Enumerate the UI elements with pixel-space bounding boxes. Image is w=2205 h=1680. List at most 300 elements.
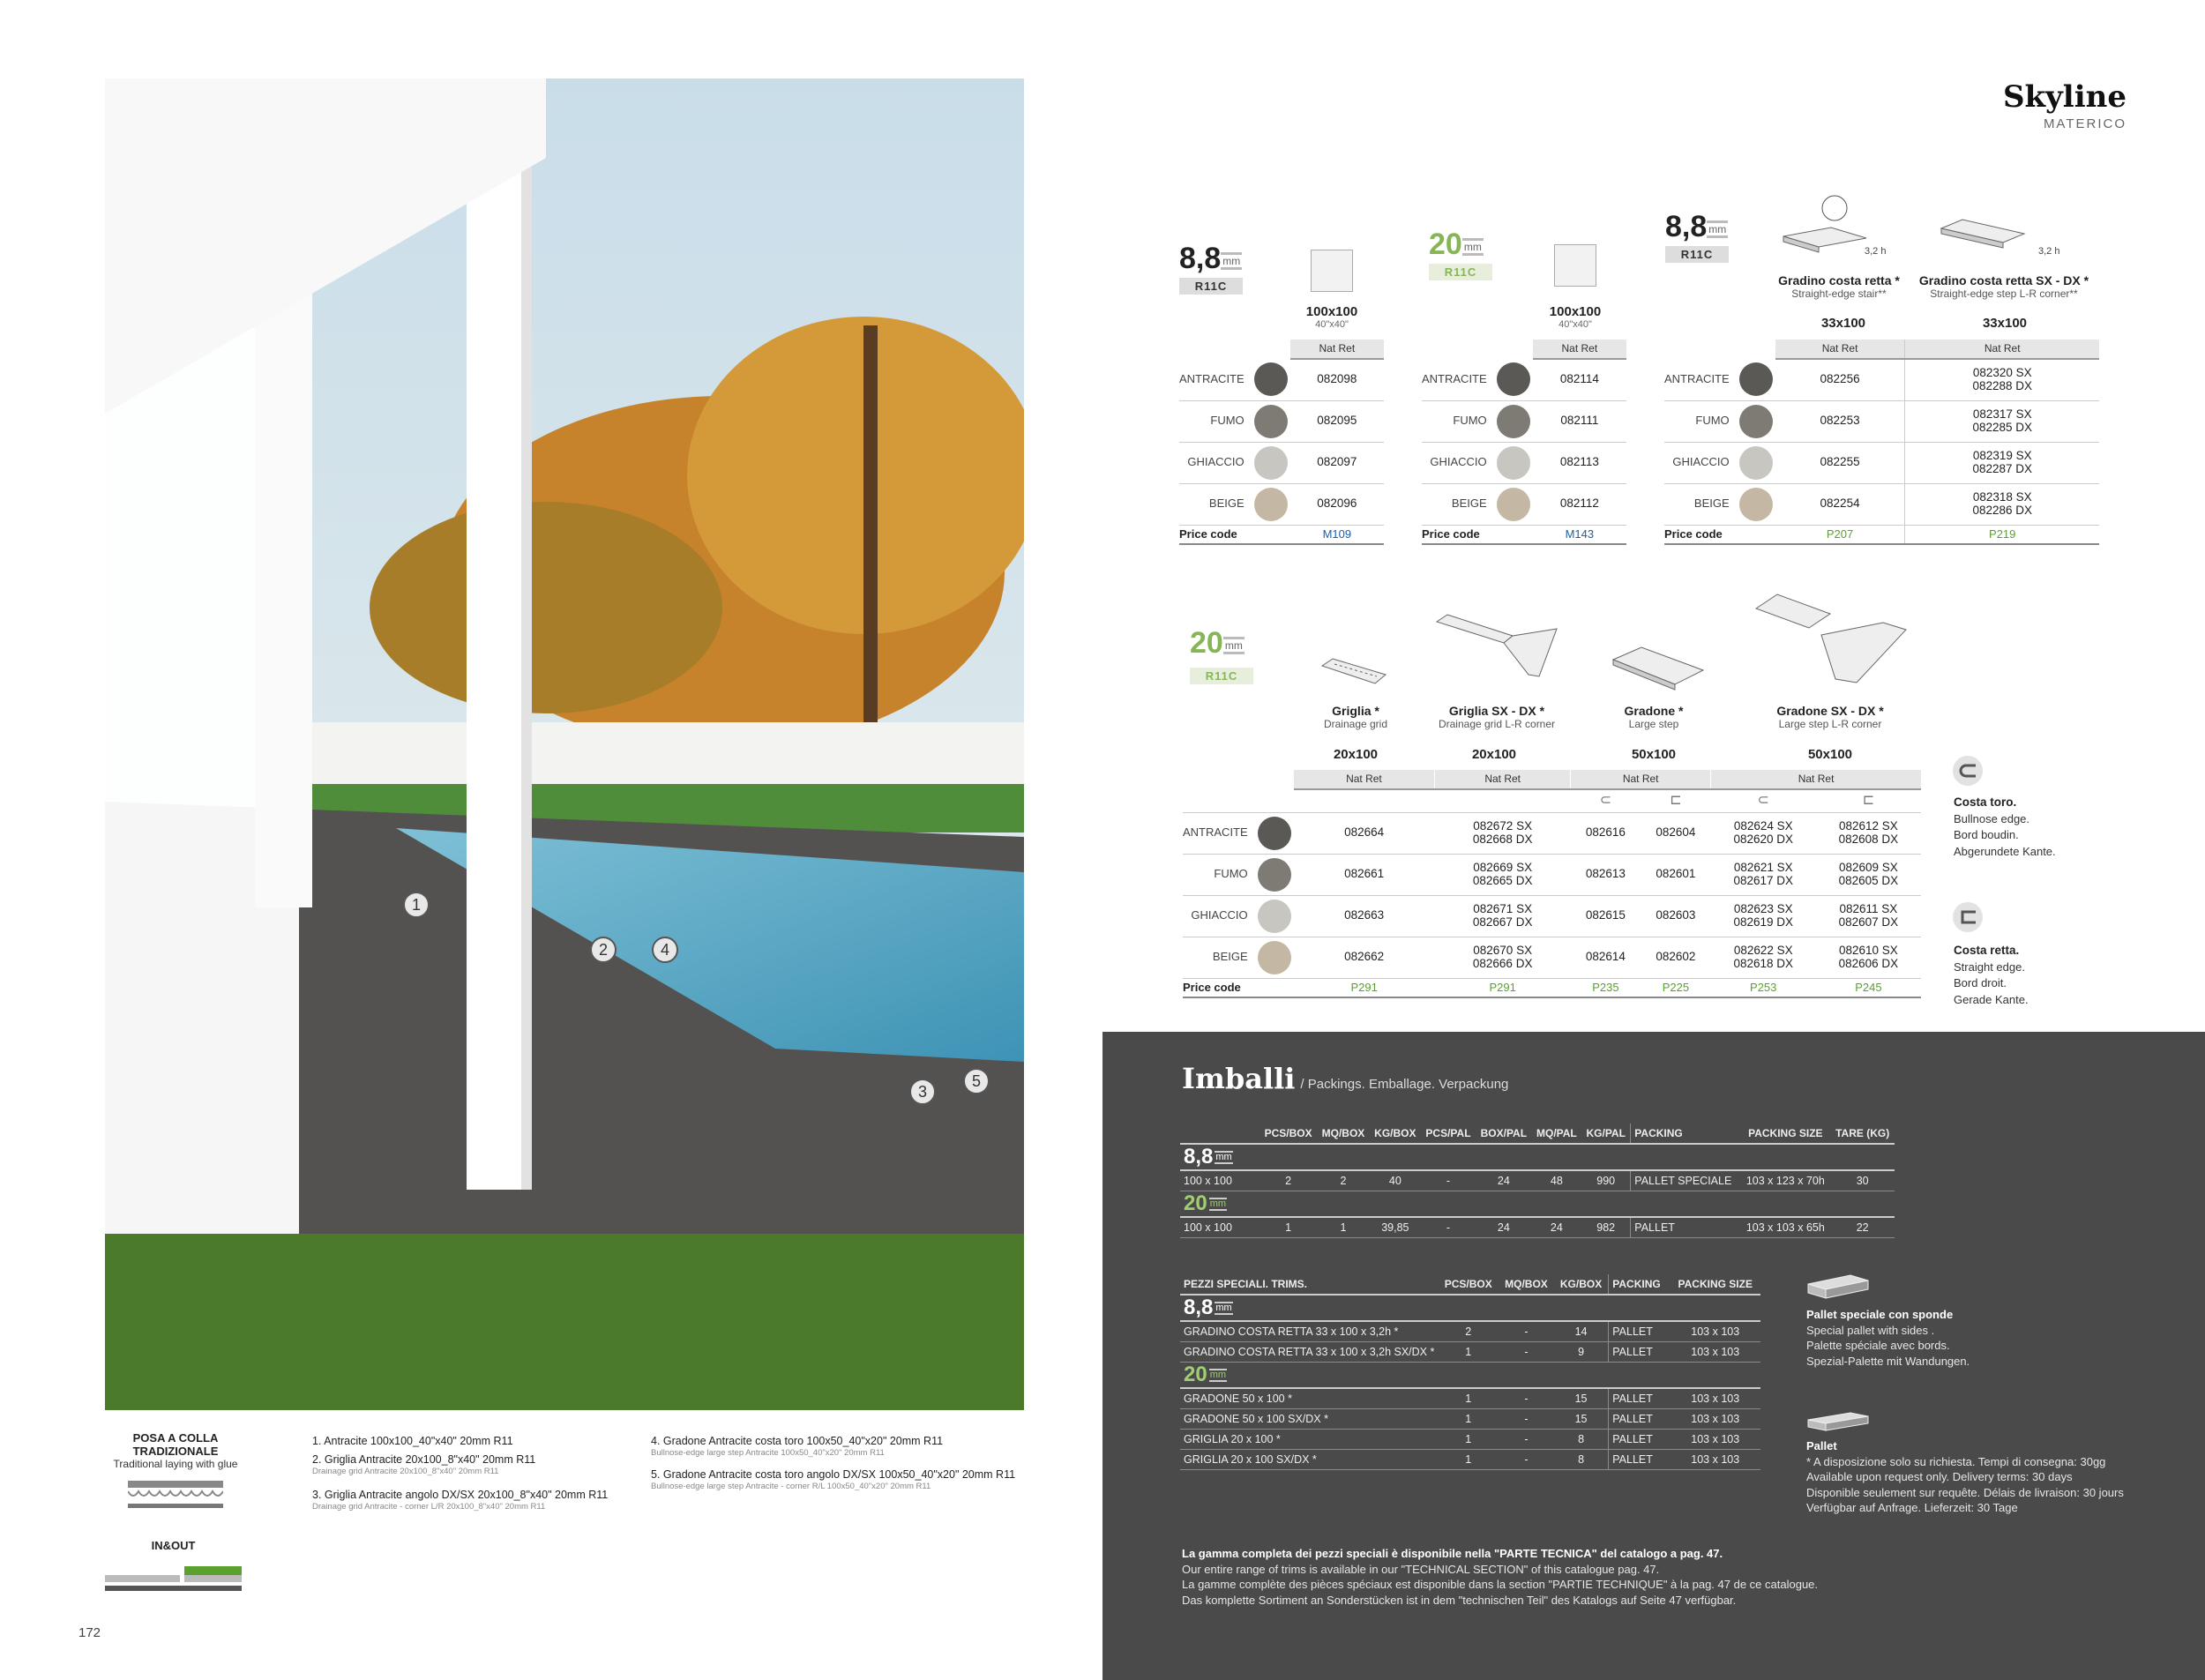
col-header: KG/BOX bbox=[1370, 1124, 1421, 1144]
cell: - bbox=[1499, 1429, 1554, 1449]
col-header: PACKING bbox=[1631, 1124, 1741, 1144]
price-table-20-trims bbox=[1183, 770, 1921, 998]
cell: - bbox=[1499, 1449, 1554, 1469]
thickness-mm: mm bbox=[1215, 1303, 1232, 1314]
nat-ret-label: Nat Ret bbox=[1905, 340, 2099, 359]
code-cell: 082095 bbox=[1290, 400, 1384, 442]
col-header: KG/PAL bbox=[1581, 1124, 1631, 1144]
product-sub: Straight-edge stair** bbox=[1791, 287, 1887, 300]
tile-100x100-icon bbox=[1311, 250, 1353, 292]
col-header: PEZZI SPECIALI. TRIMS. bbox=[1180, 1274, 1438, 1295]
note-title: Costa toro. bbox=[1954, 795, 2017, 809]
cell: 15 bbox=[1554, 1408, 1609, 1429]
caption-4-sub: Bullnose-edge large step Antracite 100x50_40"x20" 20mm R11 bbox=[651, 1448, 885, 1458]
ghiaccio-swatch bbox=[1497, 446, 1530, 480]
cell: PALLET bbox=[1609, 1388, 1671, 1408]
code-dx: 082668 DX bbox=[1472, 832, 1533, 846]
cell: - bbox=[1499, 1408, 1554, 1429]
table-row bbox=[1179, 442, 1384, 483]
badge-number: 20 bbox=[1429, 228, 1462, 261]
cell: 2 bbox=[1259, 1170, 1317, 1191]
pallet-icon bbox=[1806, 1411, 1870, 1437]
photo-marker-2: 2 bbox=[590, 937, 617, 963]
brand-title: Skyline bbox=[2002, 79, 2127, 115]
note-costa-toro bbox=[1954, 794, 2056, 861]
table-row bbox=[1183, 854, 1921, 895]
col-header: PACKING SIZE bbox=[1671, 1274, 1761, 1295]
code-dx: 082667 DX bbox=[1472, 915, 1533, 929]
drainage-grid-corner-icon bbox=[1433, 613, 1566, 692]
large-step-icon bbox=[1610, 644, 1707, 697]
straight-stair-icon bbox=[1778, 192, 1875, 256]
photo-marker-4: 4 bbox=[652, 937, 678, 963]
cell: 24 bbox=[1476, 1170, 1532, 1191]
col-header: PACKING bbox=[1609, 1274, 1671, 1295]
product-gradone-sx-dx bbox=[1746, 704, 1914, 730]
code-dx: 082665 DX bbox=[1472, 873, 1533, 887]
note-line: Verfügbar auf Anfrage. Lieferzeit: 30 Tage bbox=[1806, 1501, 2018, 1515]
code-cell bbox=[1905, 400, 2099, 442]
bullnose-edge-icon: ⊂ bbox=[1711, 789, 1816, 812]
bullnose-edge-icon bbox=[1953, 756, 1983, 786]
cell: 100 x 100 bbox=[1180, 1217, 1259, 1237]
code-sx: 082622 SX bbox=[1733, 943, 1793, 957]
color-name: FUMO bbox=[1664, 400, 1737, 442]
cell: PALLET bbox=[1609, 1408, 1671, 1429]
cell: PALLET SPECIALE bbox=[1631, 1170, 1741, 1191]
product-name: Gradino costa retta * bbox=[1778, 273, 1900, 287]
code-sx: 082612 SX bbox=[1839, 818, 1898, 833]
price-table-8-8-100x100 bbox=[1179, 340, 1384, 545]
table-row bbox=[1422, 483, 1626, 525]
product-griglia-sx-dx bbox=[1422, 704, 1572, 730]
badge-mm: mm bbox=[1221, 252, 1242, 270]
code-cell: 082662 bbox=[1294, 937, 1435, 978]
footer-note-line: Our entire range of trims is available in our "TECHNICAL SECTION" of this catalogue pag. 47. bbox=[1182, 1562, 1660, 1576]
cell: 48 bbox=[1532, 1170, 1582, 1191]
code-sx: 082624 SX bbox=[1733, 818, 1793, 833]
cell: 100 x 100 bbox=[1180, 1170, 1259, 1191]
t4-size-4: 50x100 bbox=[1807, 747, 1853, 762]
color-name: BEIGE bbox=[1664, 483, 1737, 525]
note-line: Spezial-Palette mit Wandungen. bbox=[1806, 1354, 1970, 1368]
t1-size-value: 100x100 bbox=[1305, 304, 1358, 319]
caption-1-text: 1. Antracite 100x100_40"x40" 20mm R11 bbox=[312, 1435, 513, 1447]
table-row bbox=[1422, 400, 1626, 442]
note-line: Special pallet with sides . bbox=[1806, 1323, 1935, 1337]
code-sx: 082623 SX bbox=[1733, 901, 1793, 915]
code-cell: 082097 bbox=[1290, 442, 1384, 483]
cell: 40 bbox=[1370, 1170, 1421, 1191]
table-row bbox=[1664, 400, 2099, 442]
code-sx: 082621 SX bbox=[1733, 860, 1793, 874]
thickness-badge-8-8-b bbox=[1665, 210, 1729, 263]
table-row bbox=[1422, 442, 1626, 483]
code-sx: 082609 SX bbox=[1839, 860, 1898, 874]
t3-size-1: 33x100 bbox=[1820, 316, 1866, 331]
table-row bbox=[1179, 359, 1384, 400]
col-header: KG/BOX bbox=[1554, 1274, 1609, 1295]
brand-subtitle: MATERICO bbox=[2043, 116, 2127, 131]
note-costa-retta bbox=[1954, 942, 2029, 1009]
price-code-label: Price code bbox=[1179, 525, 1290, 544]
t4-size-2: 20x100 bbox=[1471, 747, 1517, 762]
stair-corner-icon bbox=[1936, 216, 2042, 251]
antracite-swatch bbox=[1497, 362, 1530, 396]
footer-note-line: La gamme complète des pièces spéciaux est disponible dans la section "PARTIE TECHNIQUE" à la pag. 47 de ce catalogue. bbox=[1182, 1578, 1819, 1592]
cell: 990 bbox=[1581, 1170, 1631, 1191]
code-sx: 082669 SX bbox=[1473, 860, 1533, 874]
table-row bbox=[1183, 937, 1921, 978]
tile-100x100-icon bbox=[1554, 244, 1596, 287]
note-title: Costa retta. bbox=[1954, 944, 2020, 957]
color-name: ANTRACITE bbox=[1422, 359, 1494, 400]
thickness-value: 20 bbox=[1184, 1191, 1207, 1215]
t2-size-value: 100x100 bbox=[1549, 304, 1602, 319]
code-cell bbox=[1435, 812, 1571, 854]
note-title: Pallet speciale con sponde bbox=[1806, 1308, 1954, 1321]
code-dx: 082605 DX bbox=[1838, 873, 1899, 887]
thickness-8-8 bbox=[1180, 1295, 1760, 1321]
code-sx: 082611 SX bbox=[1839, 901, 1898, 915]
cell: 9 bbox=[1554, 1341, 1609, 1362]
cell: 1 bbox=[1438, 1429, 1499, 1449]
caption-2-sub: Drainage grid Antracite 20x100_8"x40" 20mm R11 bbox=[312, 1467, 499, 1476]
price-code-label: Price code bbox=[1183, 978, 1294, 997]
table-row bbox=[1664, 359, 2099, 400]
col-header: MQ/BOX bbox=[1499, 1274, 1554, 1295]
footer-note-line: La gamma completa dei pezzi speciali è disponibile nella "PARTE TECNICA" del catalogo a pag. 47. bbox=[1182, 1547, 1723, 1560]
cell: 30 bbox=[1830, 1170, 1895, 1191]
caption-3-text: 3. Griglia Antracite angolo DX/SX 20x100_8"x40" 20mm R11 bbox=[312, 1489, 609, 1501]
table-row bbox=[1179, 483, 1384, 525]
cell: 2 bbox=[1317, 1170, 1370, 1191]
cell: 103 x 123 x 70h bbox=[1740, 1170, 1830, 1191]
color-name: GHIACCIO bbox=[1422, 442, 1494, 483]
nat-ret-label: Nat Ret bbox=[1711, 770, 1921, 789]
code-cell: 082616 bbox=[1571, 812, 1641, 854]
color-name: ANTRACITE bbox=[1183, 812, 1255, 854]
code-cell: 082255 bbox=[1775, 442, 1905, 483]
note-line: Palette spéciale avec bords. bbox=[1806, 1339, 1950, 1353]
footer-note bbox=[1182, 1546, 1818, 1608]
cell: PALLET bbox=[1609, 1449, 1671, 1469]
table-row bbox=[1180, 1408, 1760, 1429]
code-cell: 082661 bbox=[1294, 854, 1435, 895]
thickness-mm: mm bbox=[1209, 1198, 1227, 1209]
table-row bbox=[1180, 1217, 1895, 1237]
caption-5 bbox=[651, 1468, 1015, 1491]
t3-size-2: 33x100 bbox=[1982, 316, 2028, 331]
price-table-8-8-stairs bbox=[1664, 340, 2099, 545]
price-code: P291 bbox=[1435, 978, 1571, 997]
fumo-swatch bbox=[1258, 858, 1291, 892]
inout-icon bbox=[105, 1563, 242, 1594]
cell: 103 x 103 x 65h bbox=[1740, 1217, 1830, 1237]
badge-mm: mm bbox=[1223, 637, 1245, 654]
cell: 103 x 103 bbox=[1671, 1408, 1761, 1429]
code-sx: 082610 SX bbox=[1839, 943, 1898, 957]
code-dx: 082618 DX bbox=[1733, 956, 1793, 970]
product-sub: Drainage grid bbox=[1323, 718, 1388, 730]
code-cell: 082604 bbox=[1641, 812, 1710, 854]
color-name: FUMO bbox=[1183, 854, 1255, 895]
code-cell bbox=[1435, 937, 1571, 978]
caption-1 bbox=[312, 1435, 513, 1448]
badge-number: 8,8 bbox=[1179, 242, 1222, 275]
cell: 103 x 103 bbox=[1671, 1341, 1761, 1362]
cell: PALLET bbox=[1609, 1321, 1671, 1341]
badge-r11c: R11C bbox=[1190, 668, 1253, 684]
stair-height-2: 3,2 h bbox=[2038, 246, 2060, 257]
cell: GRADONE 50 x 100 * bbox=[1180, 1388, 1438, 1408]
code-cell bbox=[1711, 812, 1816, 854]
cell: - bbox=[1421, 1217, 1476, 1237]
color-name: BEIGE bbox=[1179, 483, 1252, 525]
nat-ret-label: Nat Ret bbox=[1294, 770, 1435, 789]
product-sub: Drainage grid L-R corner bbox=[1438, 718, 1556, 730]
photo-illustration bbox=[105, 78, 1024, 1410]
stair-height-1: 3,2 h bbox=[1865, 246, 1887, 257]
photo-marker-1: 1 bbox=[403, 892, 430, 918]
color-name: FUMO bbox=[1179, 400, 1252, 442]
cell: 103 x 103 bbox=[1671, 1321, 1761, 1341]
badge-r11c: R11C bbox=[1665, 246, 1729, 263]
beige-swatch bbox=[1739, 488, 1773, 521]
thickness-value: 20 bbox=[1184, 1362, 1207, 1386]
code-cell: 082603 bbox=[1641, 895, 1710, 937]
nat-ret-label: Nat Ret bbox=[1533, 340, 1626, 359]
code-cell bbox=[1905, 359, 2099, 400]
drainage-grid-icon bbox=[1319, 657, 1389, 689]
cell: 1 bbox=[1438, 1388, 1499, 1408]
table-row bbox=[1183, 895, 1921, 937]
code-cell: 082256 bbox=[1775, 359, 1905, 400]
price-table-20-100x100 bbox=[1422, 340, 1626, 545]
code-sx: 082671 SX bbox=[1473, 901, 1533, 915]
note-line: Abgerundete Kante. bbox=[1954, 845, 2056, 859]
code-cell: 082111 bbox=[1533, 400, 1626, 442]
ghiaccio-swatch bbox=[1258, 900, 1291, 933]
code-cell: 082602 bbox=[1641, 937, 1710, 978]
col-header: PACKING SIZE bbox=[1740, 1124, 1830, 1144]
thickness-value: 8,8 bbox=[1184, 1295, 1214, 1319]
thickness-20 bbox=[1180, 1191, 1895, 1217]
code-cell: 082112 bbox=[1533, 483, 1626, 525]
packing-subtitle: / Packings. Emballage. Verpackung bbox=[1300, 1077, 1509, 1092]
cell: GRADONE 50 x 100 SX/DX * bbox=[1180, 1408, 1438, 1429]
inout-title: IN&OUT bbox=[151, 1539, 196, 1552]
code-cell: 082253 bbox=[1775, 400, 1905, 442]
cell: GRIGLIA 20 x 100 SX/DX * bbox=[1180, 1449, 1438, 1469]
table-row bbox=[1180, 1170, 1895, 1191]
color-name: FUMO bbox=[1422, 400, 1494, 442]
price-code: P245 bbox=[1816, 978, 1921, 997]
badge-mm: mm bbox=[1707, 220, 1728, 238]
price-code: M109 bbox=[1290, 525, 1384, 544]
note-line: Disponible seulement sur requête. Délais de livraison: 30 jours bbox=[1806, 1485, 2124, 1499]
antracite-swatch bbox=[1258, 817, 1291, 850]
thickness-value: 8,8 bbox=[1184, 1145, 1214, 1169]
price-code-label: Price code bbox=[1664, 525, 1775, 544]
col-header: TARE (KG) bbox=[1830, 1124, 1895, 1144]
code-sx: 082318 SX bbox=[1972, 489, 2032, 504]
table-row bbox=[1179, 400, 1384, 442]
color-name: BEIGE bbox=[1183, 937, 1255, 978]
cell: 22 bbox=[1830, 1217, 1895, 1237]
code-cell bbox=[1816, 854, 1921, 895]
product-sub: Straight-edge step L-R corner** bbox=[1930, 287, 2078, 300]
caption-5-sub: Bullnose-edge large step Antracite - corner R/L 100x50_40"x20" 20mm R11 bbox=[651, 1482, 931, 1491]
code-cell: 082113 bbox=[1533, 442, 1626, 483]
code-dx: 082285 DX bbox=[1972, 420, 2032, 434]
product-sub: Large step bbox=[1628, 718, 1679, 730]
note-line: Bord boudin. bbox=[1954, 828, 2019, 842]
cell: GRADINO COSTA RETTA 33 x 100 x 3,2h * bbox=[1180, 1321, 1438, 1341]
price-code: P235 bbox=[1571, 978, 1641, 997]
cell: PALLET bbox=[1609, 1429, 1671, 1449]
ghiaccio-swatch bbox=[1739, 446, 1773, 480]
code-cell: 082615 bbox=[1571, 895, 1641, 937]
trims-table bbox=[1180, 1274, 1760, 1470]
color-name: ANTRACITE bbox=[1179, 359, 1252, 400]
price-code-label: Price code bbox=[1422, 525, 1533, 544]
nat-ret-label: Nat Ret bbox=[1571, 770, 1711, 789]
straight-edge-icon: ⊏ bbox=[1816, 789, 1921, 812]
caption-3-sub: Drainage grid Antracite - corner L/R 20x100_8"x40" 20mm R11 bbox=[312, 1502, 546, 1512]
laying-legend bbox=[105, 1431, 246, 1513]
code-dx: 082619 DX bbox=[1733, 915, 1793, 929]
cell: 8 bbox=[1554, 1449, 1609, 1469]
caption-4 bbox=[651, 1435, 943, 1458]
code-cell: 082114 bbox=[1533, 359, 1626, 400]
cell: 15 bbox=[1554, 1388, 1609, 1408]
code-dx: 082608 DX bbox=[1838, 832, 1899, 846]
table-row bbox=[1422, 359, 1626, 400]
code-cell: 082664 bbox=[1294, 812, 1435, 854]
cell: 14 bbox=[1554, 1321, 1609, 1341]
large-step-corner-icon bbox=[1751, 591, 1914, 688]
thickness-20 bbox=[1180, 1362, 1760, 1388]
note-line: Bord droit. bbox=[1954, 976, 2007, 990]
packing-title bbox=[1182, 1062, 1508, 1095]
product-name: Griglia SX - DX * bbox=[1448, 704, 1545, 718]
product-name: Gradino costa retta SX - DX * bbox=[1918, 273, 2089, 287]
product-gradone bbox=[1579, 704, 1729, 730]
code-dx: 082607 DX bbox=[1838, 915, 1899, 929]
note-line: Gerade Kante. bbox=[1954, 993, 2029, 1007]
table-row bbox=[1180, 1429, 1760, 1449]
color-name: BEIGE bbox=[1422, 483, 1494, 525]
product-griglia bbox=[1285, 704, 1426, 730]
code-dx: 082666 DX bbox=[1472, 956, 1533, 970]
code-cell: 082613 bbox=[1571, 854, 1641, 895]
glue-laying-icon bbox=[128, 1481, 223, 1509]
col-header: BOX/PAL bbox=[1476, 1124, 1532, 1144]
photo-marker-5: 5 bbox=[963, 1068, 990, 1094]
code-cell bbox=[1711, 895, 1816, 937]
cell: GRIGLIA 20 x 100 * bbox=[1180, 1429, 1438, 1449]
code-sx: 082670 SX bbox=[1473, 943, 1533, 957]
table-row bbox=[1180, 1341, 1760, 1362]
table-row bbox=[1183, 812, 1921, 854]
t2-size bbox=[1528, 304, 1623, 330]
cell: 1 bbox=[1438, 1449, 1499, 1469]
cell: PALLET bbox=[1609, 1341, 1671, 1362]
cell: 39,85 bbox=[1370, 1217, 1421, 1237]
footer-note-line: Das komplette Sortiment an Sonderstücken ist in dem "technischen Teil" des Katalogs auf Seite 47 verfügbar. bbox=[1182, 1593, 1737, 1607]
code-dx: 082617 DX bbox=[1733, 873, 1793, 887]
beige-swatch bbox=[1254, 488, 1288, 521]
code-cell: 082096 bbox=[1290, 483, 1384, 525]
product-name: Gradone * bbox=[1624, 704, 1684, 718]
cell: 1 bbox=[1438, 1408, 1499, 1429]
t1-size bbox=[1284, 304, 1379, 330]
laying-title: POSA A COLLA TRADIZIONALE bbox=[132, 1431, 219, 1458]
badge-r11c: R11C bbox=[1429, 264, 1492, 280]
code-cell bbox=[1711, 854, 1816, 895]
product-name: Griglia * bbox=[1332, 704, 1379, 718]
note-line: Available upon request only. Delivery terms: 30 days bbox=[1806, 1470, 2073, 1484]
fumo-swatch bbox=[1254, 405, 1288, 438]
t4-size-1: 20x100 bbox=[1333, 747, 1379, 762]
product-gradino bbox=[1764, 273, 1914, 300]
col-header: PCS/BOX bbox=[1438, 1274, 1499, 1295]
table-row bbox=[1180, 1321, 1760, 1341]
cell: 1 bbox=[1317, 1217, 1370, 1237]
table-row bbox=[1180, 1449, 1760, 1469]
thickness-badge-20-a bbox=[1429, 228, 1492, 280]
price-code: P207 bbox=[1775, 525, 1905, 544]
code-dx: 082286 DX bbox=[1972, 503, 2032, 517]
code-dx: 082287 DX bbox=[1972, 461, 2032, 475]
caption-2-text: 2. Griglia Antracite 20x100_8"x40" 20mm R11 bbox=[312, 1453, 536, 1466]
cell: 1 bbox=[1259, 1217, 1317, 1237]
beige-swatch bbox=[1258, 941, 1291, 974]
price-code: P253 bbox=[1711, 978, 1816, 997]
cell: - bbox=[1499, 1388, 1554, 1408]
thickness-mm: mm bbox=[1215, 1152, 1232, 1163]
code-dx: 082620 DX bbox=[1733, 832, 1793, 846]
code-sx: 082319 SX bbox=[1972, 448, 2032, 462]
cell: 2 bbox=[1438, 1321, 1499, 1341]
code-cell: 082254 bbox=[1775, 483, 1905, 525]
color-name: GHIACCIO bbox=[1179, 442, 1252, 483]
beige-swatch bbox=[1497, 488, 1530, 521]
color-name: GHIACCIO bbox=[1183, 895, 1255, 937]
t1-size-inch: 40"x40" bbox=[1315, 319, 1349, 330]
col-header: MQ/PAL bbox=[1532, 1124, 1582, 1144]
code-dx: 082606 DX bbox=[1838, 956, 1899, 970]
antracite-swatch bbox=[1739, 362, 1773, 396]
code-cell bbox=[1905, 483, 2099, 525]
caption-3 bbox=[312, 1489, 608, 1512]
badge-mm: mm bbox=[1462, 238, 1484, 256]
note-line: * A disposizione solo su richiesta. Tempi di consegna: 30gg bbox=[1806, 1454, 2106, 1468]
caption-5-text: 5. Gradone Antracite costa toro angolo DX/SX 100x50_40"x20" 20mm R11 bbox=[651, 1468, 1016, 1481]
badge-number: 20 bbox=[1190, 626, 1223, 660]
fumo-swatch bbox=[1739, 405, 1773, 438]
thickness-8-8 bbox=[1180, 1144, 1895, 1170]
cell: 8 bbox=[1554, 1429, 1609, 1449]
cell: GRADINO COSTA RETTA 33 x 100 x 3,2h SX/DX * bbox=[1180, 1341, 1438, 1362]
code-cell bbox=[1435, 854, 1571, 895]
code-cell bbox=[1435, 895, 1571, 937]
cell: 103 x 103 bbox=[1671, 1388, 1761, 1408]
photo-marker-3: 3 bbox=[909, 1079, 936, 1105]
cell: 24 bbox=[1476, 1217, 1532, 1237]
caption-4-text: 4. Gradone Antracite costa toro 100x50_40"x20" 20mm R11 bbox=[651, 1435, 944, 1447]
